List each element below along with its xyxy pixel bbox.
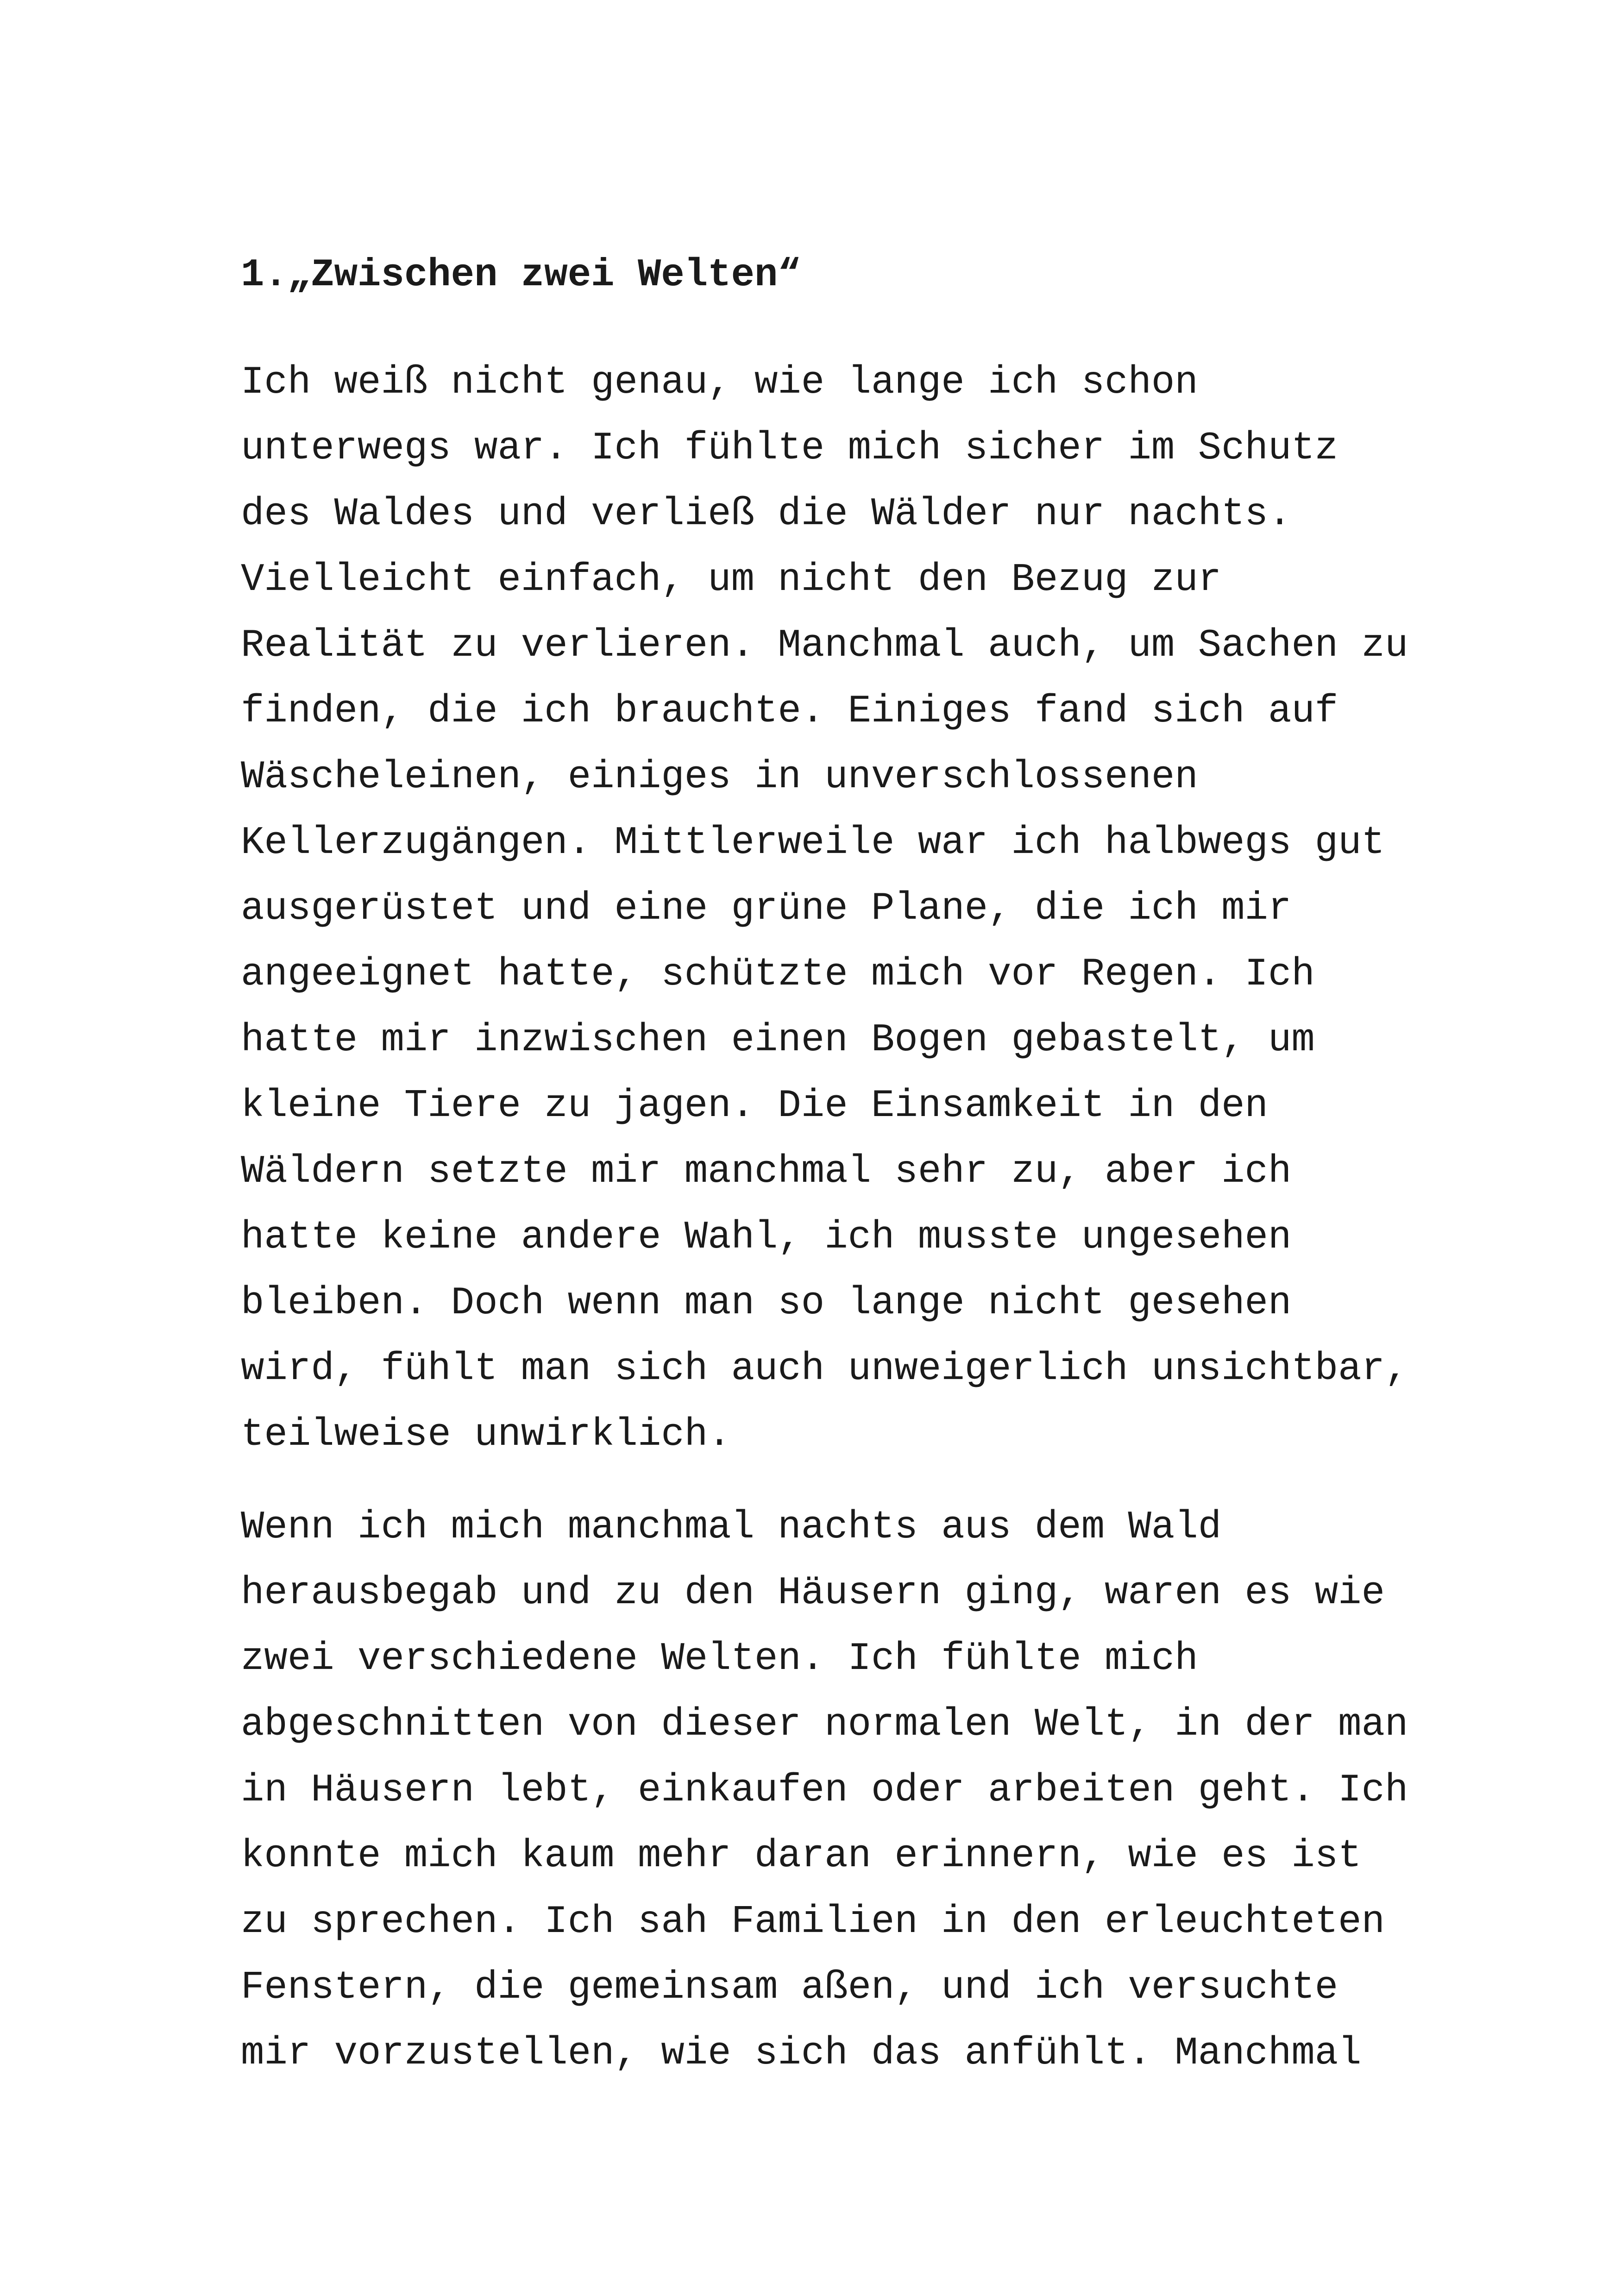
text-line: Realität zu verlieren. Manchmal auch, um Sachen zu: [241, 623, 1408, 668]
text-line: finden, die ich brauchte. Einiges fand sich auf: [241, 689, 1338, 734]
text-line: konnte mich kaum mehr daran erinnern, wie es ist: [241, 1834, 1362, 1878]
text-line: angeeignet hatte, schützte mich vor Regen. Ich: [241, 952, 1315, 997]
text-line: kleine Tiere zu jagen. Die Einsamkeit in den: [241, 1084, 1268, 1128]
text-line: wird, fühlt man sich auch unweigerlich unsichtbar,: [241, 1347, 1408, 1391]
text-line: bleiben. Doch wenn man so lange nicht gesehen: [241, 1281, 1292, 1325]
paragraph-2: [241, 1495, 1426, 2087]
text-line: Vielleicht einfach, um nicht den Bezug zur: [241, 558, 1222, 602]
text-line: ausgerüstet und eine grüne Plane, die ich mir: [241, 886, 1292, 931]
text-line: Wenn ich mich manchmal nachts aus dem Wald: [241, 1505, 1222, 1549]
text-line: hatte keine andere Wahl, ich musste ungesehen: [241, 1215, 1292, 1260]
text-line: hatte mir inzwischen einen Bogen gebastelt, um: [241, 1018, 1315, 1062]
text-line: mir vorzustellen, wie sich das anfühlt. Manchmal: [241, 2031, 1362, 2076]
text-line: zwei verschiedene Welten. Ich fühlte mich: [241, 1637, 1198, 1681]
document-body: [241, 252, 1426, 2114]
text-line: in Häusern lebt, einkaufen oder arbeiten geht. Ich: [241, 1768, 1408, 1813]
text-line: Wäscheleinen, einiges in unverschlossenen: [241, 755, 1198, 799]
text-line: Kellerzugängen. Mittlerweile war ich halbwegs gut: [241, 821, 1385, 865]
text-line: zu sprechen. Ich sah Familien in den erleuchteten: [241, 1900, 1385, 1944]
text-line: herausbegab und zu den Häusern ging, waren es wie: [241, 1571, 1385, 1615]
text-line: Wäldern setzte mir manchmal sehr zu, aber ich: [241, 1149, 1292, 1194]
text-line: abgeschnitten von dieser normalen Welt, in der man: [241, 1702, 1408, 1747]
text-line: des Waldes und verließ die Wälder nur nachts.: [241, 492, 1292, 536]
text-line: unterwegs war. Ich fühlte mich sicher im Schutz: [241, 426, 1338, 470]
text-line: Ich weiß nicht genau, wie lange ich schon: [241, 360, 1198, 405]
text-line: teilweise unwirklich.: [241, 1412, 731, 1457]
text-line: Fenstern, die gemeinsam aßen, und ich versuchte: [241, 1965, 1338, 2010]
paragraph-1: [241, 350, 1426, 1468]
chapter-title: 1.„Zwischen zwei Welten“: [241, 253, 801, 297]
